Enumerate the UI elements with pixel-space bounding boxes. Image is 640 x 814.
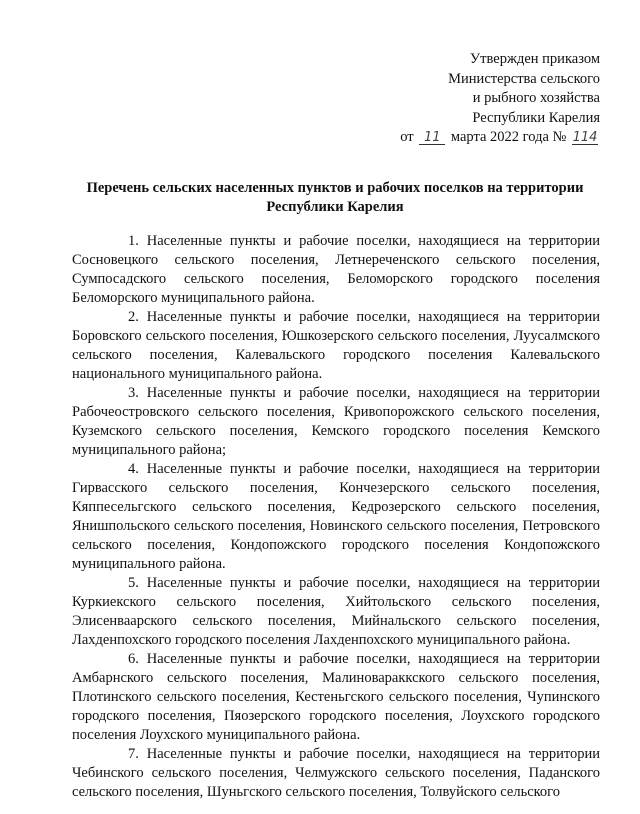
title-line-2: Республики Карелия	[266, 199, 404, 215]
handwritten-order-number: 114	[572, 130, 598, 145]
list-item: 6. Населенные пункты и рабочие поселки, находящиеся на территории Амбарнского сельского поселения, Малиновараккского сельского поселения, Плотинского сельского поселения, Кестеньгского сельского поселения, Чупинского городского поселения, Пяозерского городского поселения, Лоухского городского поселения Лоухского муниципального района.	[72, 651, 600, 743]
approval-date-line	[400, 128, 600, 148]
approval-stamp	[400, 50, 600, 148]
approval-line-4: Республики Карелия	[472, 109, 600, 126]
list-item: 7. Населенные пункты и рабочие поселки, находящиеся на территории Чебинского сельского поселения, Челмужского сельского поселения, Паданского сельского поселения, Шуньгского сельского поселения, Толвуйского сельского	[72, 746, 600, 800]
list-item: 4. Населенные пункты и рабочие поселки, находящиеся на территории Гирвасского сельского поселения, Кончезерского сельского поселения, Кяппесельгского сельского поселения, Кедрозерского сельского поселения, Янишпольского сельского поселения, Новинского сельского поселения, Петровского сельского поселения, Кондопожского городского поселения Кондопожского муниципального района.	[72, 461, 600, 572]
handwritten-day: 11	[419, 131, 445, 145]
title-line-1: Перечень сельских населенных пунктов и рабочих поселков на территории	[86, 180, 584, 196]
document-body	[72, 232, 600, 802]
list-item: 3. Населенные пункты и рабочие поселки, находящиеся на территории Рабочеостровского сельского поселения, Кривопорожского сельского поселения, Куземского сельского поселения, Кемского городского поселения Кемского муниципального района;	[72, 385, 600, 458]
list-item: 2. Населенные пункты и рабочие поселки, находящиеся на территории Боровского сельского поселения, Юшкозерского сельского поселения, Луусалмского сельского поселения, Калевальского городского поселения Калевальского национального муниципального района.	[72, 309, 600, 382]
approval-line-3: и рыбного хозяйства	[472, 90, 600, 106]
list-item: 5. Населенные пункты и рабочие поселки, находящиеся на территории Куркиекского сельского поселения, Хийтольского сельского поселения, Элисенваарского сельского поселения, Мийнальского сельского поселения, Лахденпохского городского поселения Лахденпохского муниципального района.	[72, 575, 600, 648]
date-rest: марта 2022 года №	[450, 129, 567, 145]
approval-line-2: Министерства сельского	[448, 70, 600, 87]
document-title	[70, 179, 600, 217]
list-item: 1. Населенные пункты и рабочие поселки, находящиеся на территории Сосновецкого сельского поселения, Летнереченского сельского поселения, Сумпосадского сельского поселения, Беломорского городского поселения Беломорского муниципального района.	[72, 233, 600, 306]
approval-line-1: Утвержден приказом	[469, 51, 600, 67]
date-prefix: от	[400, 129, 414, 145]
